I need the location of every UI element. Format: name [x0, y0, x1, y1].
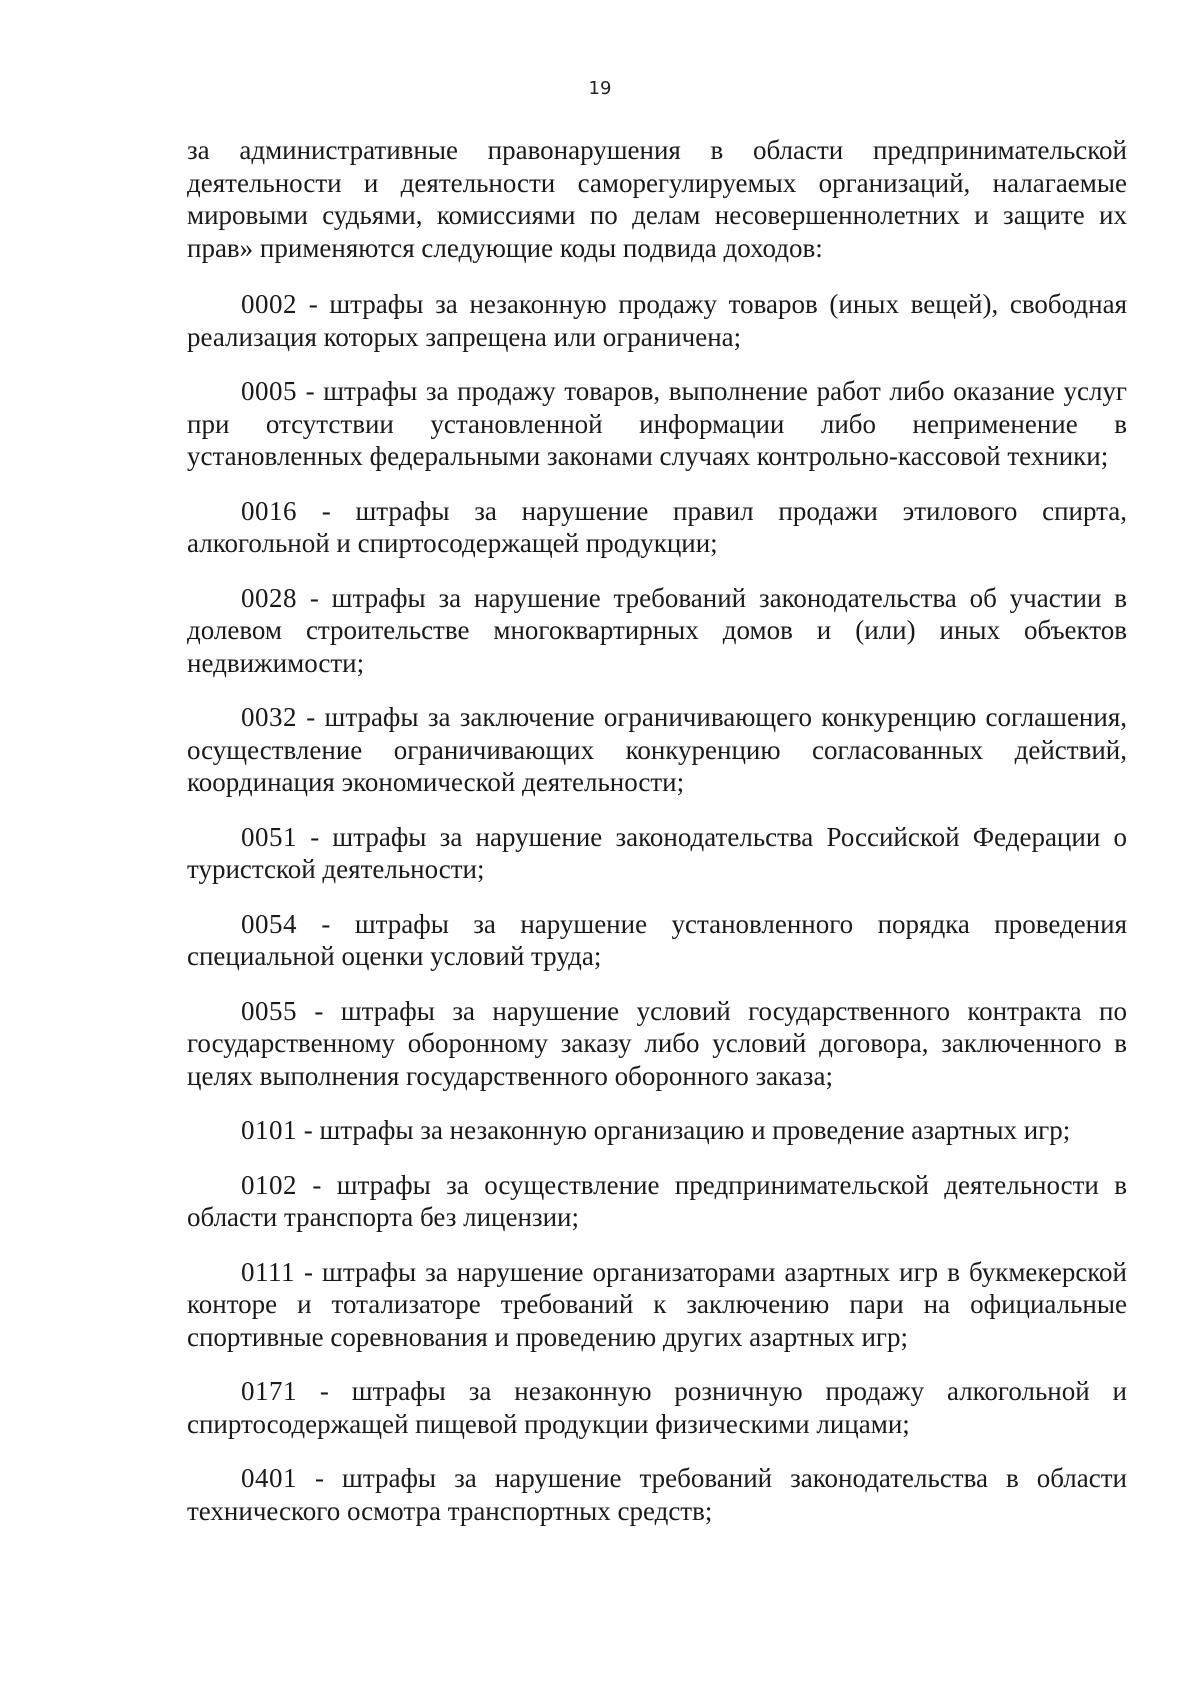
revenue-code-item — [187, 495, 1127, 560]
revenue-code: 0111 — [241, 1256, 295, 1287]
revenue-code-item — [187, 821, 1127, 886]
revenue-code-item — [187, 1256, 1127, 1354]
revenue-code-description: - штрафы за нарушение требований законодательства об участии в долевом строительстве многоквартирных домов и (или) иных объектов недвижимости; — [187, 582, 1127, 678]
intro-paragraph: за административные правонарушения в области предпринимательской деятельности и деятельности саморегулируемых организаций, налагаемые мировыми судьями, комиссиями по делам несовершеннолетних и защите их прав» применяются следующие коды подвида доходов: — [187, 135, 1127, 263]
revenue-code-item — [187, 701, 1127, 799]
revenue-code-item — [187, 1462, 1127, 1527]
revenue-code-item — [187, 1114, 1127, 1147]
revenue-code-item — [187, 1375, 1127, 1440]
revenue-code-item — [187, 288, 1127, 353]
revenue-code: 0055 — [241, 995, 297, 1026]
revenue-code: 0102 — [241, 1169, 297, 1200]
revenue-code: 0054 — [241, 908, 297, 939]
revenue-code-description: - штрафы за незаконную розничную продажу алкогольной и спиртосодержащей пищевой продукции физическими лицами; — [187, 1376, 1127, 1439]
revenue-code-item — [187, 995, 1127, 1093]
revenue-code-description: - штрафы за незаконную организацию и проведение азартных игр; — [297, 1115, 1071, 1145]
revenue-code-description: - штрафы за нарушение требований законодательства в области технического осмотра транспортных средств; — [187, 1463, 1127, 1526]
revenue-code-description: - штрафы за нарушение условий государственного контракта по государственному оборонному заказу либо условий договора, заключенного в целях выполнения государственного оборонного заказа; — [187, 995, 1127, 1091]
revenue-code: 0016 — [241, 495, 297, 526]
revenue-code-description: - штрафы за нарушение организаторами азартных игр в букмекерской конторе и тотализаторе требований к заключению пари на официальные спортивные соревнования и проведению других азартных игр; — [187, 1256, 1127, 1352]
revenue-code: 0171 — [241, 1376, 297, 1406]
revenue-code: 0401 — [241, 1463, 297, 1493]
page-number: 19 — [588, 78, 612, 99]
revenue-code: 0028 — [241, 582, 297, 613]
revenue-code-description: - штрафы за нарушение установленного порядка проведения специальной оценки условий труда; — [187, 908, 1127, 971]
revenue-code-item — [187, 582, 1127, 680]
revenue-code-description: - штрафы за незаконную продажу товаров (иных вещей), свободная реализация которых запрещена или ограничена; — [187, 289, 1127, 352]
revenue-code-item — [187, 908, 1127, 973]
revenue-code: 0101 — [241, 1115, 297, 1145]
revenue-code-description: - штрафы за продажу товаров, выполнение работ либо оказание услуг при отсутствии установленной информации либо неприменение в установленных федеральными законами случаях контрольно-кассовой техники; — [187, 376, 1127, 471]
revenue-code-description: - штрафы за нарушение законодательства Российской Федерации о туристской деятельности; — [187, 821, 1127, 884]
revenue-code-description: - штрафы за нарушение правил продажи этилового спирта, алкогольной и спиртосодержащей продукции; — [187, 495, 1127, 558]
revenue-code-item — [187, 375, 1127, 473]
revenue-code-item — [187, 1169, 1127, 1234]
revenue-code: 0051 — [241, 821, 297, 852]
revenue-code: 0005 — [241, 376, 297, 406]
revenue-code-description: - штрафы за осуществление предпринимательской деятельности в области транспорта без лицензии; — [187, 1169, 1127, 1232]
document-body — [187, 134, 1127, 1549]
revenue-code: 0032 — [241, 702, 297, 732]
revenue-code: 0002 — [241, 289, 297, 319]
revenue-code-description: - штрафы за заключение ограничивающего конкуренцию соглашения, осуществление ограничивающих конкуренцию согласованных действий, координация экономической деятельности; — [187, 702, 1127, 797]
